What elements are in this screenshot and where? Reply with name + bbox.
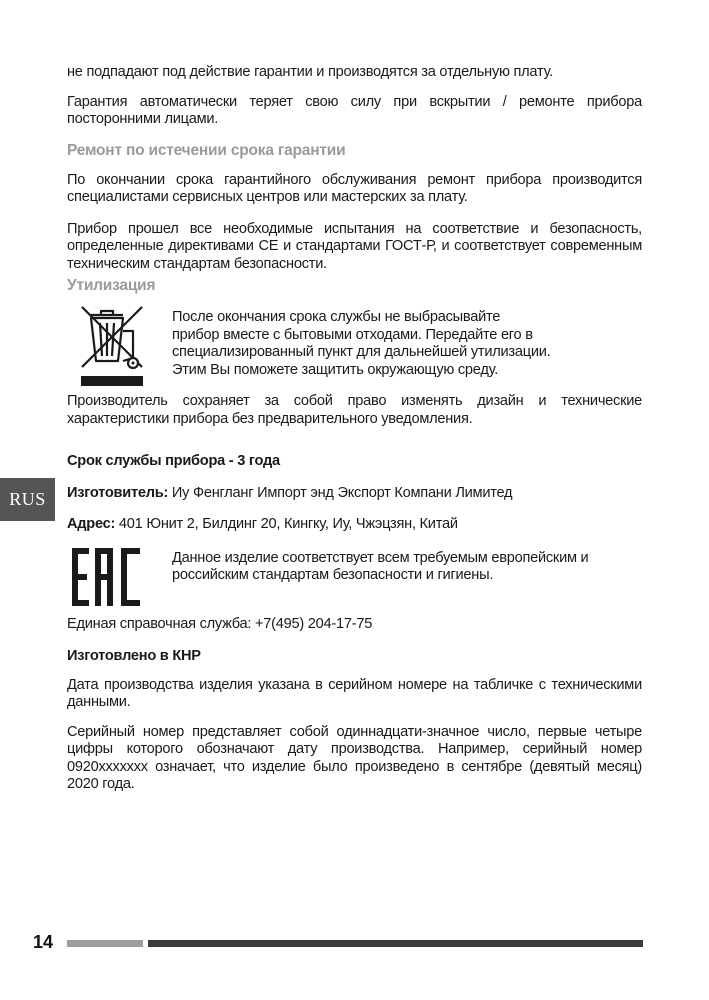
manufacturer-value: Иу Фенгланг Импорт энд Экспорт Компани Лимитед <box>168 484 513 501</box>
disposal-block <box>67 303 642 389</box>
paragraph: Производитель сохраняет за собой право изменять дизайн и технические характеристики прибора без предварительного уведомления. <box>67 393 642 427</box>
disposal-line: После окончания срока службы не выбрасывайте <box>172 309 501 325</box>
eac-logo <box>70 546 150 608</box>
page-number: 14 <box>33 932 54 952</box>
disposal-text <box>172 309 550 379</box>
page-footer <box>23 930 643 954</box>
paragraph: Серийный номер представляет собой одиннадцати-значное число, первые четыре цифры которого обозначают дату производства. Например, серийный номер 0920ххххххх означает, что изделие было произведено в сентябре (девятый месяц) 2020 года. <box>67 723 642 792</box>
footer-bar-light <box>67 940 143 947</box>
paragraph: не подпадают под действие гарантии и производятся за отдельную плату. <box>67 64 553 80</box>
address-label: Адрес: <box>67 516 116 532</box>
disposal-line: специализированный пункт для дальнейшей утилизации. <box>172 344 551 360</box>
section-heading-disposal: Утилизация <box>67 277 156 294</box>
service-life: Срок службы прибора - 3 года <box>67 453 280 469</box>
section-heading-repair: Ремонт по истечении срока гарантии <box>67 141 346 159</box>
disposal-line: прибор вместе с бытовыми отходами. Передайте его в <box>172 326 533 343</box>
footer-bar-dark <box>148 940 643 947</box>
disposal-line: Этим Вы поможете защитить окружающую среду. <box>172 361 498 378</box>
manufacturer-label: Изготовитель: <box>67 484 169 501</box>
eac-block <box>67 546 642 608</box>
made-in: Изготовлено в КНР <box>67 648 201 664</box>
hotline: Единая справочная служба: +7(495) 204-17-75 <box>67 615 373 632</box>
manufacturer <box>67 485 642 503</box>
paragraph: Дата производства изделия указана в серийном номере на табличке с техническими данными. <box>67 676 642 710</box>
address-value: 401 Юнит 2, Билдинг 20, Кингку, Иу, Чжэцзян, Китай <box>115 516 458 532</box>
eac-text: Данное изделие соответствует всем требуемым европейским и российским стандартам безопасности и гигиены. <box>172 549 589 583</box>
crossed-out-wheelie-bin-icon <box>76 303 158 389</box>
paragraph: Прибор прошел все необходимые испытания на соответствие и безопасность, определенные директивами CE и стандартами ГОСТ-Р, и соответствует современным техническим стандартам безопасности. <box>67 220 642 272</box>
paragraph: Гарантия автоматически теряет свою силу при вскрытии / ремонте прибора посторонними лицами. <box>67 93 642 127</box>
paragraph: По окончании срока гарантийного обслуживания ремонт прибора производится специалистами сервисных центров или мастерских за плату. <box>67 171 642 205</box>
page-content <box>67 64 642 794</box>
address <box>67 516 642 534</box>
language-tab: RUS <box>0 478 55 521</box>
